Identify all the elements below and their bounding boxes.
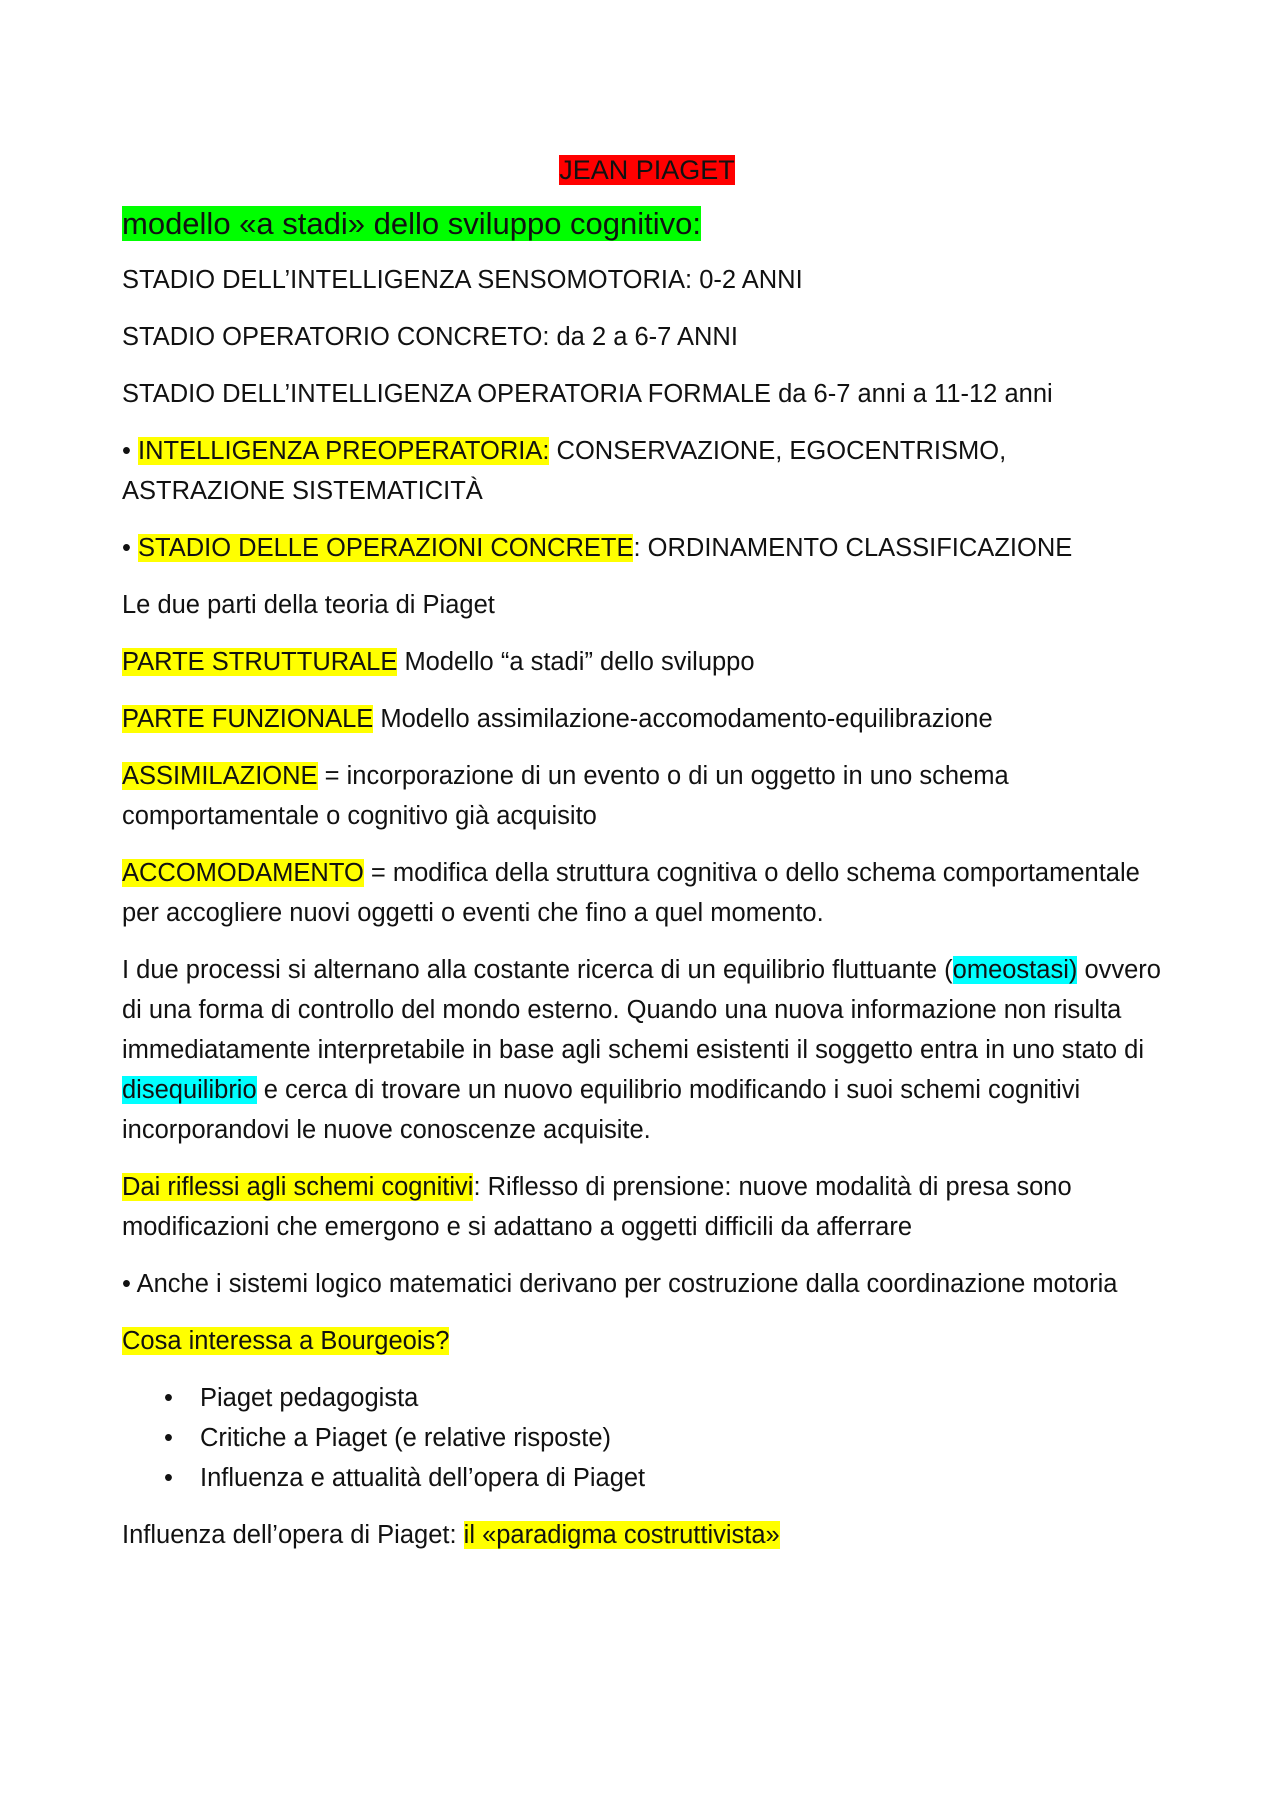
assimilation-text: = incorporazione di un evento o di un oggetto in uno schema comportamentale o cognitivo già acquisito xyxy=(122,762,1009,830)
page-title: JEAN PIAGET xyxy=(559,155,735,185)
concrete-operations-text: : ORDINAMENTO CLASSIFICAZIONE xyxy=(633,534,1073,562)
reflexes-term: Dai riflessi agli schemi cognitivi xyxy=(122,1173,474,1201)
processes-text-2: ovvero di una forma di controllo del mondo esterno. Quando una nuova informazione non risulta immediatamente interpretabile in base agli schemi esistenti il soggetto entra in uno stato di xyxy=(122,956,1161,1064)
bullet: • xyxy=(164,1384,173,1412)
list-item-text: Critiche a Piaget (e relative risposte) xyxy=(200,1424,612,1452)
list-item-text: Influenza e attualità dell’opera di Piaget xyxy=(200,1464,646,1492)
list-item xyxy=(122,1458,1172,1498)
stage-formal: STADIO DELL’INTELLIGENZA OPERATORIA FORMALE da 6-7 anni a 11-12 anni xyxy=(122,380,1053,408)
bourgeois-question: Cosa interessa a Bourgeois? xyxy=(122,1327,450,1355)
subtitle-row xyxy=(122,202,1172,246)
preoperational-term: INTELLIGENZA PREOPERATORIA: xyxy=(138,437,550,465)
assimilation-paragraph xyxy=(122,756,1172,836)
structural-paragraph xyxy=(122,642,1172,682)
functional-text: Modello assimilazione-accomodamento-equilibrazione xyxy=(373,705,993,733)
preoperational-text: CONSERVAZIONE, EGOCENTRISMO, ASTRAZIONE SISTEMATICITÀ xyxy=(122,437,1007,505)
bullet: • xyxy=(164,1464,173,1492)
structural-text: Modello “a stadi” dello sviluppo xyxy=(397,648,755,676)
bullet: • xyxy=(122,437,131,465)
influence-text: Influenza dell’opera di Piaget: xyxy=(122,1521,464,1549)
stage-concrete: STADIO OPERATORIO CONCRETO: da 2 a 6-7 ANNI xyxy=(122,323,738,351)
list-item xyxy=(122,1418,1172,1458)
functional-paragraph xyxy=(122,699,1172,739)
assimilation-term: ASSIMILAZIONE xyxy=(122,762,318,790)
influence-term: il «paradigma costruttivista» xyxy=(463,1521,780,1549)
bourgeois-list xyxy=(122,1378,1172,1498)
processes-text-3: e cerca di trovare un nuovo equilibrio modificando i suoi schemi cognitivi incorporandovi le nuove conoscenze acquisite. xyxy=(122,1076,1081,1144)
document-page xyxy=(122,150,1172,1572)
logic-paragraph xyxy=(122,1264,1172,1304)
logic-text: Anche i sistemi logico matematici derivano per costruzione dalla coordinazione motoria xyxy=(130,1270,1118,1298)
concrete-operations-paragraph xyxy=(122,528,1172,568)
structural-term: PARTE STRUTTURALE xyxy=(122,648,398,676)
concrete-operations-term: STADIO DELLE OPERAZIONI CONCRETE xyxy=(138,534,634,562)
bullet: • xyxy=(164,1424,173,1452)
processes-paragraph xyxy=(122,950,1172,1150)
accommodation-term: ACCOMODAMENTO xyxy=(122,859,364,887)
stage-sensorimotor: STADIO DELL’INTELLIGENZA SENSOMOTORIA: 0-2 ANNI xyxy=(122,266,803,294)
homeostasis-term: omeostasi) xyxy=(952,956,1078,984)
influence-paragraph xyxy=(122,1515,1172,1555)
two-parts-heading: Le due parti della teoria di Piaget xyxy=(122,591,495,619)
list-item xyxy=(122,1378,1172,1418)
preoperational-paragraph xyxy=(122,431,1172,511)
subtitle: modello «a stadi» dello sviluppo cognitivo: xyxy=(122,206,702,241)
title-row xyxy=(122,150,1172,190)
reflexes-text: : Riflesso di prensione: nuove modalità di presa sono modificazioni che emergono e si adattano a oggetti difficili da afferrare xyxy=(122,1173,1072,1241)
reflexes-paragraph xyxy=(122,1167,1172,1247)
bourgeois-question-row xyxy=(122,1321,1172,1361)
bullet: • xyxy=(122,534,131,562)
functional-term: PARTE FUNZIONALE xyxy=(122,705,374,733)
accommodation-paragraph xyxy=(122,853,1172,933)
disequilibrium-term: disequilibrio xyxy=(122,1076,257,1104)
processes-text-1: I due processi si alternano alla costante ricerca di un equilibrio fluttuante ( xyxy=(122,956,953,984)
accommodation-text: = modifica della struttura cognitiva o dello schema comportamentale per accogliere nuovi oggetti o eventi che fino a quel momento. xyxy=(122,859,1140,927)
list-item-text: Piaget pedagogista xyxy=(200,1384,419,1412)
bullet: • xyxy=(122,1270,131,1298)
